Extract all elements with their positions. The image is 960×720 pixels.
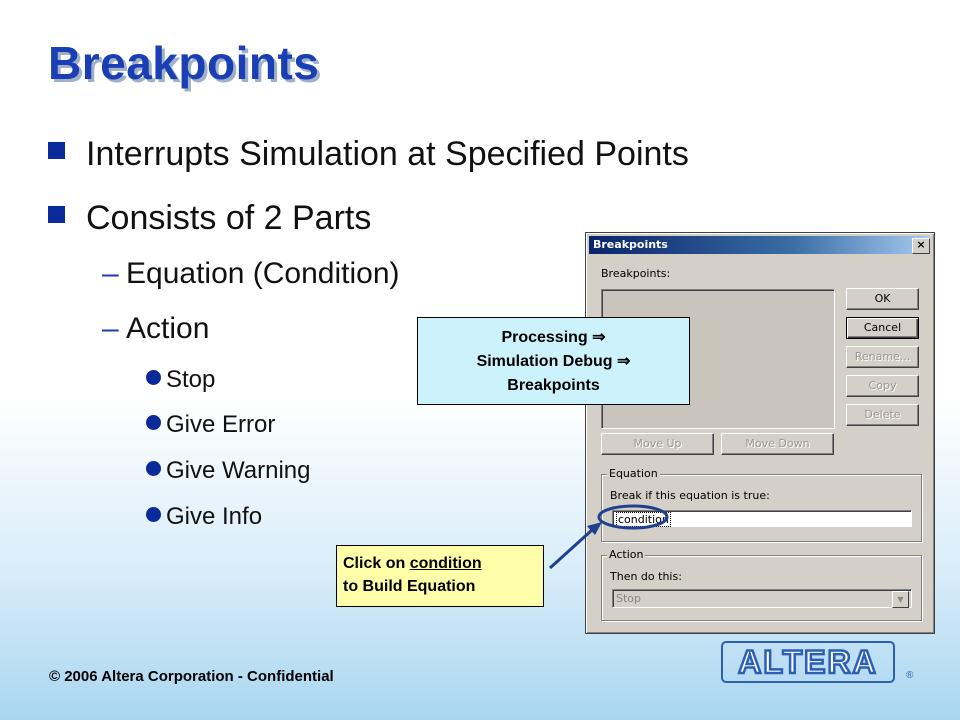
bullet-text: Give Error (166, 411, 276, 438)
arrow-line (550, 530, 592, 568)
bullet-stop (166, 366, 215, 394)
bullet-consists (86, 199, 371, 238)
round-bullet-icon (146, 370, 161, 385)
copy-button[interactable]: Copy (846, 375, 919, 397)
bullet-give-warning (166, 457, 311, 485)
callout-prefix: Click on (343, 555, 410, 572)
close-icon[interactable]: × (912, 238, 930, 254)
copyright-footer: © 2006 Altera Corporation - Confidential (49, 668, 334, 685)
bullet-text: Interrupts Simulation at Specified Points (86, 135, 689, 173)
delete-button[interactable]: Delete (846, 404, 919, 426)
condition-callout (336, 545, 544, 607)
bullet-text: Stop (166, 366, 216, 393)
menu-path-step-breakpoints: Breakpoints (507, 377, 600, 394)
breakpoints-list-label: Breakpoints: (601, 267, 671, 280)
cancel-button[interactable]: Cancel (846, 317, 919, 339)
menu-path-step-simulation-debug: Simulation Debug ⇒ (476, 353, 631, 370)
dash-bullet-icon: – (102, 257, 119, 290)
bullet-give-info (166, 503, 262, 531)
dash-bullet-icon: – (102, 312, 119, 345)
callout-suffix: to Build Equation (343, 578, 476, 595)
slide-title: Breakpoints (48, 37, 320, 89)
square-bullet-icon (48, 206, 65, 223)
bullet-text: Give Warning (166, 457, 311, 484)
bullet-text: Consists of 2 Parts (86, 199, 372, 237)
bullet-text: Give Info (166, 503, 263, 530)
svg-text:®: ® (906, 670, 914, 681)
bullet-action (102, 312, 210, 346)
equation-condition-text[interactable]: condition (618, 513, 669, 526)
equation-group-caption: Equation (609, 467, 658, 480)
bullet-interrupts (86, 135, 689, 174)
bullet-text: Action (126, 312, 210, 345)
bullet-text: Equation (Condition) (126, 257, 400, 290)
move-down-button[interactable]: Move Down (721, 433, 834, 455)
equation-label: Break if this equation is true: (610, 489, 770, 502)
round-bullet-icon (146, 507, 161, 522)
action-group-caption: Action (609, 548, 644, 561)
altera-logo-icon (720, 640, 920, 688)
ok-button[interactable]: OK (846, 288, 919, 310)
highlight-ellipse (599, 506, 667, 528)
dialog-title: Breakpoints (593, 238, 668, 251)
action-label: Then do this: (610, 570, 682, 583)
bullet-equation (102, 257, 400, 291)
action-select-value: Stop (616, 592, 642, 605)
bullet-give-error (166, 411, 275, 439)
round-bullet-icon (146, 415, 161, 430)
rename-button[interactable]: Rename... (846, 346, 919, 368)
callout-condition-link: condition (409, 555, 482, 572)
menu-path-callout (417, 317, 690, 405)
chevron-down-icon[interactable]: ▼ (892, 591, 909, 608)
dialog-title-bar[interactable] (589, 236, 929, 254)
action-select[interactable] (612, 589, 912, 608)
round-bullet-icon (146, 461, 161, 476)
pointer-arrow (540, 490, 720, 580)
altera-logo (720, 640, 920, 693)
svg-text:ALTERA: ALTERA (738, 644, 878, 680)
menu-path-step-processing: Processing ⇒ (501, 329, 606, 346)
move-up-button[interactable]: Move Up (601, 433, 714, 455)
square-bullet-icon (48, 142, 65, 159)
